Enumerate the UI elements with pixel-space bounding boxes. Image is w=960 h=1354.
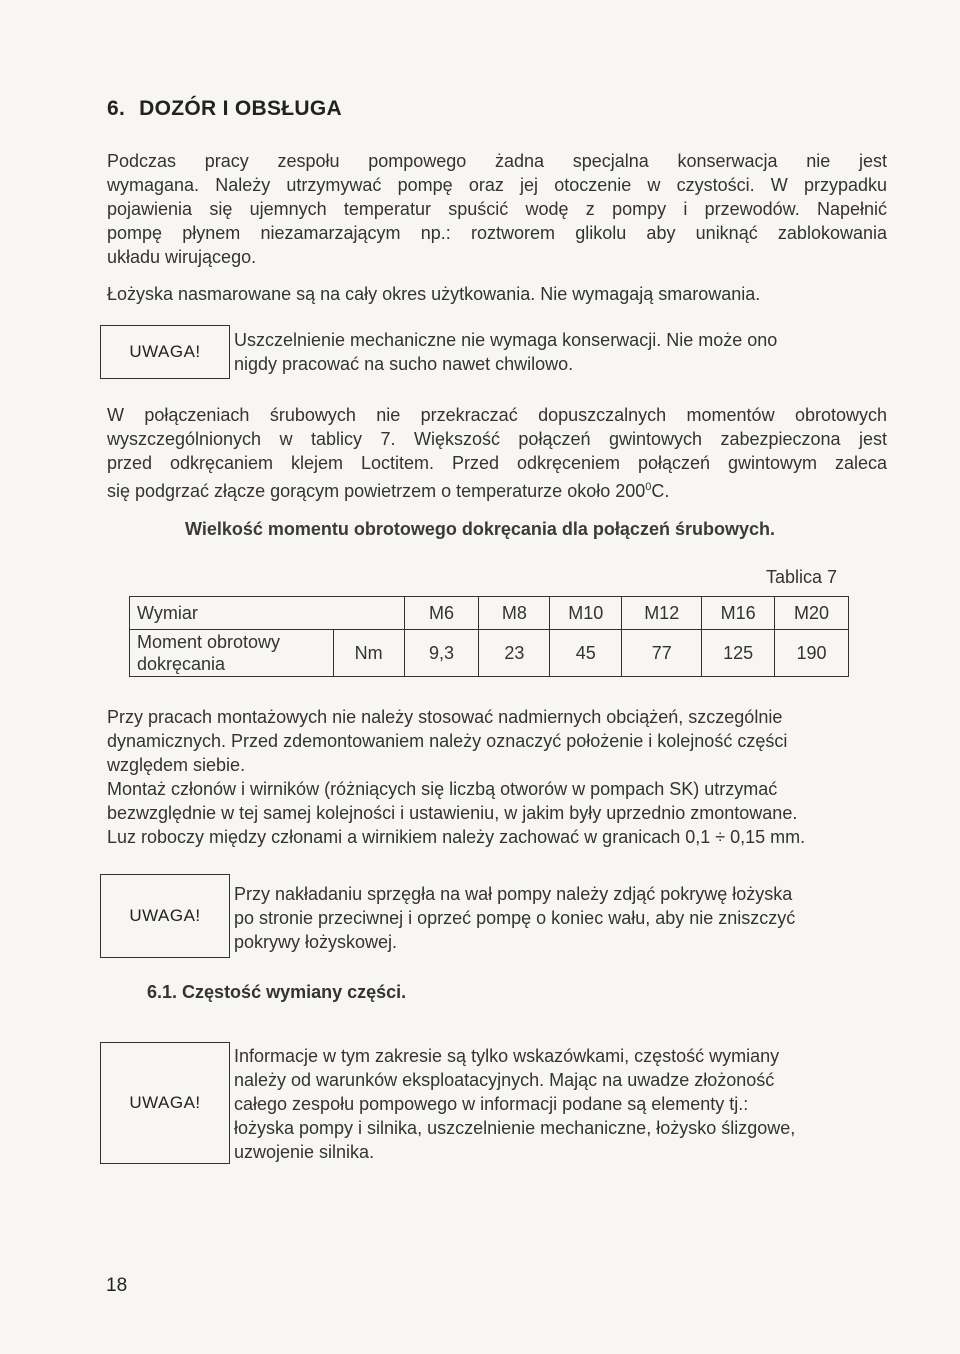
text-line: W połączeniach śrubowych nie przekraczać dopuszczalnych momentów obrotowych [107, 405, 887, 425]
warning-label: UWAGA! [129, 1093, 201, 1112]
table-cell: 77 [622, 630, 702, 677]
table-cell: Wymiar [130, 597, 405, 630]
table-cell: 190 [775, 630, 849, 677]
text-line: względem siebie. [107, 755, 246, 775]
section-heading [107, 97, 342, 121]
text-line: uzwojenie silnika. [234, 1142, 375, 1162]
intro-paragraph [107, 149, 887, 269]
subsection-heading [147, 982, 406, 1003]
text-line: Podczas pracy zespołu pompowego żadna specjalna konserwacja nie jest [107, 151, 887, 171]
text-line: wymagana. Należy utrzymywać pompę oraz jej otoczenie w czystości. W przypadku [107, 175, 887, 195]
warning-text [234, 882, 795, 954]
table-heading: Wielkość momentu obrotowego dokręcania dla połączeń śrubowych. [185, 519, 775, 539]
text-line: pojawienia się ujemnych temperatur spuścić wodę z pompy i przewodów. Napełnić [107, 199, 887, 219]
warning-box [100, 1042, 230, 1164]
text-line: należy od warunków eksploatacyjnych. Mając na uwadze złożoność [234, 1070, 775, 1090]
table-cell: 45 [550, 630, 622, 677]
table-cell: M20 [775, 597, 849, 630]
table-cell: M12 [622, 597, 702, 630]
warning-label: UWAGA! [129, 906, 201, 925]
warning-box [100, 874, 230, 958]
warning-box [100, 325, 230, 379]
warning-label: UWAGA! [129, 342, 201, 361]
warning-text [234, 1044, 795, 1164]
text-line: Informacje w tym zakresie są tylko wskazówkami, częstość wymiany [234, 1046, 780, 1066]
text-line: po stronie przeciwnej i oprzeć pompę o koniec wału, aby nie zniszczyć [234, 908, 796, 928]
bearings-note: Łożyska nasmarowane są na cały okres użytkowania. Nie wymagają smarowania. [107, 284, 761, 304]
table-caption: Tablica 7 [766, 567, 838, 587]
text-line: Przy nakładaniu sprzęgła na wał pompy należy zdjąć pokrywę łożyska [234, 884, 793, 904]
text-line: wyszczególnionych w tablicy 7. Większość połączeń gwintowych zabezpieczona jest [107, 429, 887, 449]
table-cell: M10 [550, 597, 622, 630]
page-number: 18 [106, 1275, 128, 1296]
section-number: 6. [107, 97, 126, 120]
table-cell: 125 [702, 630, 775, 677]
table-row [130, 597, 849, 630]
text-line: pokrywy łożyskowej. [234, 932, 398, 952]
text-line: Montaż członów i wirników (różniących się liczbą otworów w pompach SK) utrzymać [107, 779, 778, 799]
section-title: DOZÓR I OBSŁUGA [139, 97, 342, 120]
warning-text [234, 328, 777, 376]
text-line: pompę płynem niezamarzającym np.: roztworem glikolu aby uniknąć zablokowania [107, 223, 887, 243]
text-line: Przy pracach montażowych nie należy stosować nadmiernych obciążeń, szczególnie [107, 707, 783, 727]
table-cell: M16 [702, 597, 775, 630]
text-line: przed odkręcaniem klejem Loctitem. Przed odkręceniem połączeń gwintowym zaleca [107, 453, 887, 473]
text-line: się podgrzać złącze gorącym powietrzem o temperaturze około $200^0C$. [107, 481, 670, 501]
assembly-paragraph [107, 705, 897, 849]
table-cell: Moment obrotowy dokręcania [130, 630, 334, 677]
torque-table [129, 596, 849, 677]
text-line: dynamicznych. Przed zdemontowaniem należy oznaczyć położenie i kolejność części [107, 731, 788, 751]
table-cell: 23 [479, 630, 550, 677]
table-row [130, 630, 849, 677]
text-line: łożyska pompy i silnika, uszczelnienie mechaniczne, łożysko ślizgowe, [234, 1118, 796, 1138]
table-cell: 9,3 [404, 630, 479, 677]
text-line: Luz roboczy między członami a wirnikiem należy zachować w granicach 0,1 ÷ 0,15 mm. [107, 827, 806, 847]
table-cell: M6 [404, 597, 479, 630]
text-line: nigdy pracować na sucho nawet chwilowo. [234, 354, 574, 374]
text-line: układu wirującego. [107, 247, 257, 267]
bolts-paragraph [107, 403, 887, 503]
table-cell: Nm [333, 630, 404, 677]
text-line: Uszczelnienie mechaniczne nie wymaga konserwacji. Nie może ono [234, 330, 778, 350]
table-cell: M8 [479, 597, 550, 630]
subsection-number: 6.1. [147, 982, 178, 1002]
text-line: całego zespołu pompowego w informacji podane są elementy tj.: [234, 1094, 749, 1114]
subsection-title: Częstość wymiany części. [182, 982, 407, 1002]
text-line: bezwzględnie w tej samej kolejności i ustawieniu, w jakim były uprzednio zmontowane. [107, 803, 798, 823]
degree-superscript: 0 [645, 481, 652, 493]
